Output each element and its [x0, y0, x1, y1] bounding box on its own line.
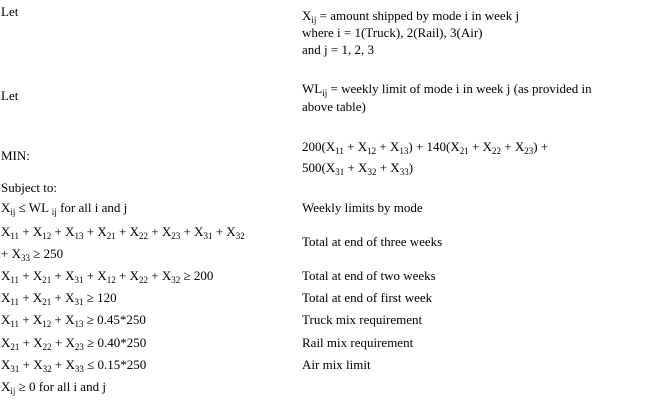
constraint-lhs: $X_{11} + X_{21} + X_{31} \ge 120$	[1, 290, 117, 307]
objective-line-1: $200(X_{11} + X_{12} + X_{13}) + 140(X_{21} + X_{22} + X_{23})$ +	[302, 139, 549, 156]
constraint-desc: Total at end of first week	[302, 290, 433, 305]
constraint-desc: Rail mix requirement	[302, 335, 414, 350]
constraint-lhs-continued: + $X_{33} \ge 250$	[1, 246, 64, 263]
constraint-lhs: $X_{31} + X_{32} + X_{33} \le 0.15*250$	[1, 357, 147, 374]
constraint-lhs: $X_{ij}$ ≤ WL $_{ij}$ for all i and j	[1, 200, 128, 217]
variable-definition-line-3: and j = 1, 2, 3	[302, 42, 374, 57]
let-label-1: Let	[1, 4, 19, 19]
constraint-lhs: $X_{11} + X_{12} + X_{13} \ge 0.45*250$	[1, 312, 146, 329]
variable-definition-line-2: where i = 1(Truck), 2(Rail), 3(Air)	[302, 25, 483, 40]
constraint-lhs: $X_{21} + X_{22} + X_{23} \ge 0.40*250$	[1, 335, 147, 352]
constraint-desc: Total at end of three weeks	[302, 234, 443, 249]
constraint-desc: Weekly limits by mode	[302, 200, 423, 215]
variable-definition-line-1: $X_{ij}$ = amount shipped by mode i in week j	[302, 8, 520, 25]
limit-definition-line-2: above table)	[302, 99, 366, 114]
constraint-desc: Total at end of two weeks	[302, 268, 436, 283]
constraint-lhs: $X_{ij} \ge 0$ for all i and j	[1, 379, 106, 396]
constraint-lhs: $X_{11} + X_{12} + X_{13} + X_{21} + X_{22} + X_{23} + X_{31} + X_{32}$	[1, 224, 245, 241]
let-label-2: Let	[1, 88, 19, 103]
constraint-lhs: $X_{11} + X_{21} + X_{31} + X_{12} + X_{22} + X_{32} \ge 200$	[1, 268, 214, 285]
subject-to-label: Subject to:	[1, 180, 57, 195]
constraint-desc: Truck mix requirement	[302, 312, 423, 327]
limit-definition-line-1: $WL_{ij}$ = weekly limit of mode i in week j (as provided in	[302, 81, 592, 98]
min-label: MIN:	[1, 148, 30, 163]
objective-line-2: $500(X_{31} + X_{32} + X_{33})$	[302, 160, 414, 177]
constraint-desc: Air mix limit	[302, 357, 371, 372]
